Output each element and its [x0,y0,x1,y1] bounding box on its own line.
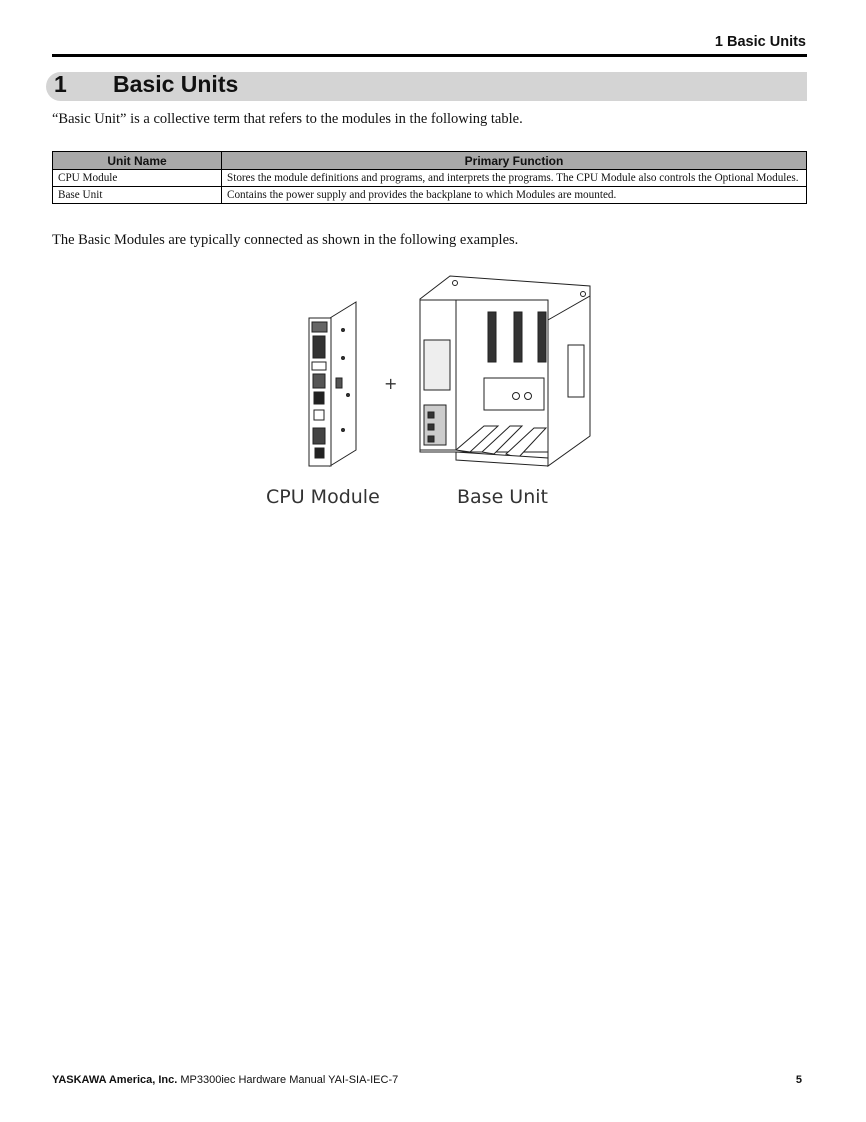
connection-paragraph: The Basic Modules are typically connected as shown in the following examples. [52,232,519,248]
primary-function-cell: Contains the power supply and provides the backplane to which Modules are mounted. [222,187,807,204]
primary-function-cell: Stores the module definitions and programs, and interprets the programs. The CPU Module also controls the Optional Modules. [222,170,807,187]
page-number: 5 [795,1074,802,1086]
unit-name-cell: Base Unit [53,187,222,204]
footer-manual-title: MP3300iec Hardware Manual YAI-SIA-IEC-7 [177,1074,399,1086]
table-header-row [53,152,807,170]
cpu-module-caption: CPU Module [266,486,380,508]
plus-sign: + [384,374,398,393]
basic-units-figure [300,270,600,470]
table-row [53,170,807,187]
chapter-number: 1 [54,71,67,97]
header-rule [52,54,807,57]
unit-name-cell: CPU Module [53,170,222,187]
base-unit-illustration [420,276,590,466]
intro-paragraph: “Basic Unit” is a collective term that refers to the modules in the following table. [52,111,523,127]
column-header-unit-name: Unit Name [53,152,222,170]
table-row [53,187,807,204]
base-unit-caption: Base Unit [457,486,548,508]
cpu-module-illustration [309,302,356,466]
chapter-title: Basic Units [113,71,239,97]
basic-units-table [52,151,807,204]
footer-company: YASKAWA America, Inc. [52,1074,178,1086]
footer-manual-info [52,1074,398,1086]
running-header: 1 Basic Units [714,34,806,50]
column-header-primary-function: Primary Function [222,152,807,170]
